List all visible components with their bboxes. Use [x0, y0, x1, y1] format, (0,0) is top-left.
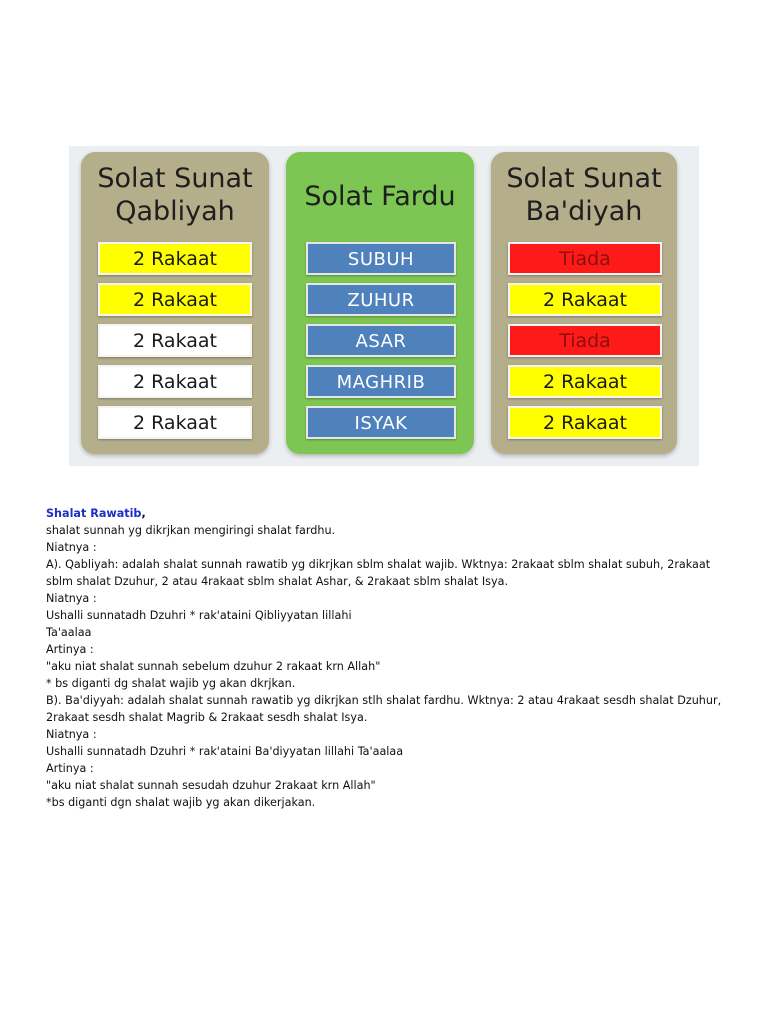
qabliyah-title-line1: Solat Sunat — [97, 163, 253, 194]
text-line: shalat sunnah yg dikrjkan mengiringi shalat fardhu. — [46, 524, 336, 537]
qabliyah-isyak-cell: 2 Rakaat — [98, 406, 252, 439]
text-line: Niatnya : — [46, 541, 97, 554]
qabliyah-title-line2: Qabliyah — [115, 196, 235, 227]
fardu-subuh-cell: SUBUH — [306, 242, 456, 275]
badiyah-title-line1: Solat Sunat — [506, 163, 662, 194]
text-line: * bs diganti dg shalat wajib yg akan dkrjkan. — [46, 677, 296, 690]
text-line: Ushalli sunnatadh Dzuhri * rak'ataini Ba'diyyatan lillahi Ta'aalaa — [46, 745, 404, 758]
text-line: "aku niat shalat sunnah sebelum dzuhur 2 rakaat krn Allah" — [46, 660, 381, 673]
badiyah-title-line2: Ba'diyah — [525, 196, 643, 227]
text-line: B). Ba'diyyah: adalah shalat sunnah rawatib yg dikrjkan stlh shalat fardhu. Wktnya: 2 atau 4rakaat sesdh shalat Dzuhur, — [46, 694, 722, 707]
text-line: *bs diganti dgn shalat wajib yg akan dikerjakan. — [46, 796, 316, 809]
qabliyah-maghrib-cell: 2 Rakaat — [98, 365, 252, 398]
fardu-title: Solat Fardu — [304, 181, 456, 212]
text-line: Artinya : — [46, 762, 94, 775]
fardu-panel — [286, 152, 474, 454]
badiyah-isyak-cell: 2 Rakaat — [508, 406, 662, 439]
fardu-asar-cell: ASAR — [306, 324, 456, 357]
text-line: Niatnya : — [46, 728, 97, 741]
qabliyah-zuhur-cell: 2 Rakaat — [98, 283, 252, 316]
text-line: "aku niat shalat sunnah sesudah dzuhur 2rakaat krn Allah" — [46, 779, 376, 792]
fardu-zuhur-cell: ZUHUR — [306, 283, 456, 316]
text-line: 2rakaat sesdh shalat Magrib & 2rakaat sesdh shalat Isya. — [46, 711, 368, 724]
fardu-isyak-cell: ISYAK — [306, 406, 456, 439]
text-line: sblm shalat Dzuhur, 2 atau 4rakaat sblm shalat Ashar, & 2rakaat sblm shalat Isya. — [46, 575, 509, 588]
heading-comma: , — [141, 507, 146, 520]
badiyah-subuh-cell: Tiada — [508, 242, 662, 275]
badiyah-panel — [491, 152, 677, 454]
badiyah-title — [491, 162, 677, 228]
text-line: Ushalli sunnatadh Dzuhri * rak'ataini Qibliyyatan lillahi — [46, 609, 352, 622]
prayer-rakaat-infographic — [69, 146, 699, 466]
heading-text: Shalat Rawatib — [46, 507, 142, 520]
document-heading — [46, 505, 736, 522]
qabliyah-asar-cell: 2 Rakaat — [98, 324, 252, 357]
qabliyah-panel — [81, 152, 269, 454]
qabliyah-title — [81, 162, 269, 228]
badiyah-maghrib-cell: 2 Rakaat — [508, 365, 662, 398]
fardu-maghrib-cell: MAGHRIB — [306, 365, 456, 398]
document-body — [46, 505, 736, 811]
text-line: A). Qabliyah: adalah shalat sunnah rawatib yg dikrjkan sblm shalat wajib. Wktnya: 2rakaat sblm shalat subuh, 2rakaat — [46, 558, 711, 571]
badiyah-asar-cell: Tiada — [508, 324, 662, 357]
qabliyah-subuh-cell: 2 Rakaat — [98, 242, 252, 275]
text-line: Niatnya : — [46, 592, 97, 605]
badiyah-zuhur-cell: 2 Rakaat — [508, 283, 662, 316]
text-line: Artinya : — [46, 643, 94, 656]
text-line: Ta'aalaa — [46, 626, 92, 639]
